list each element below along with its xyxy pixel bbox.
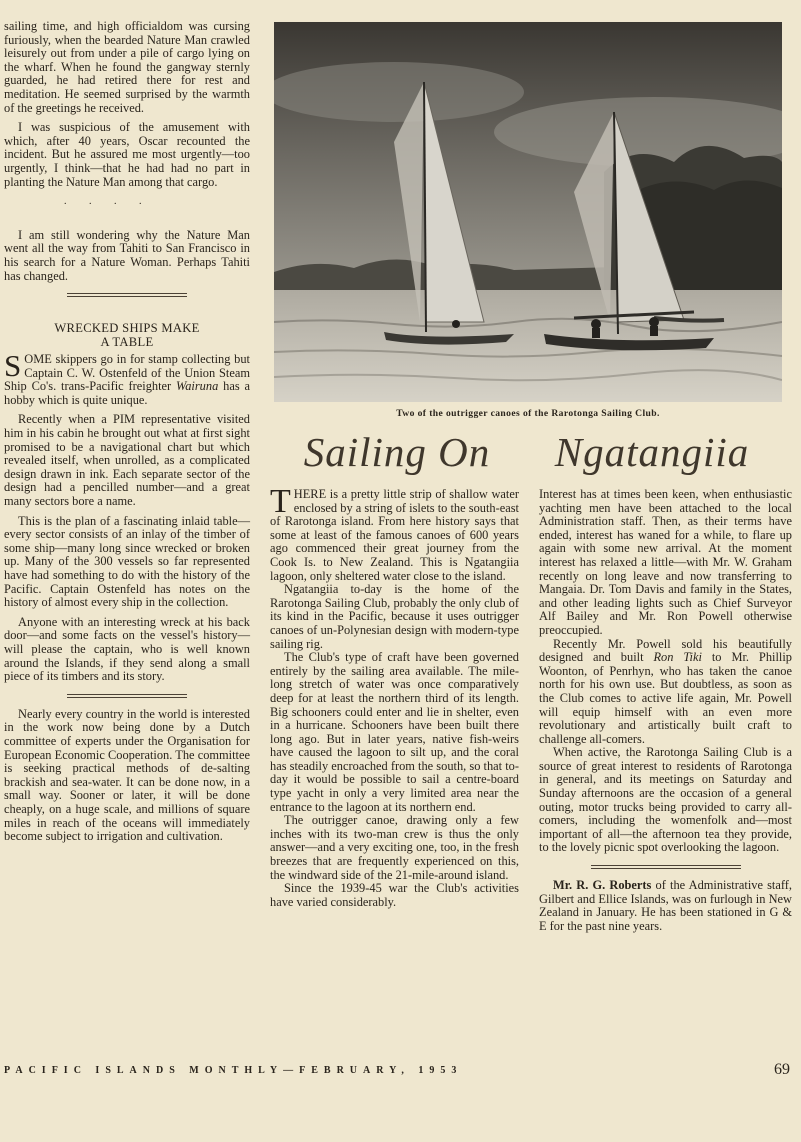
paragraph: The Club's type of craft have been governed entirely by the sailing area available. The mile-long stretch of water was once comparatively deep for at least the northern third of its length. Big schooners could enter and lie in shelter, even in a hurricane. Schooners have been built there long ago. But in later years, native fish-weirs have caused the lagoon to silt up, and the coral has steadily encroached from the south, so that to-day it would be possible to sail a centre-board type yacht in only a very limited area near the entrance to the lagoon at its northern end. [270, 650, 519, 814]
article-headline [262, 428, 792, 488]
text-run: to Mr. Phillip Woonton, of Penrhyn, who has taken the canoe north for his own use. But doubtless, as soon as the Club comes to active life again, Mr. Powell will equip himself with an even more revolutionary and artistically built craft to challenge all-comers. [539, 650, 792, 746]
article-column-right [539, 488, 792, 933]
person-name: Mr. R. G. Roberts [553, 878, 652, 893]
paragraph: I am still wondering why the Nature Man went all the way from Tahiti to San Francisco in his search for a Nature Woman. Perhaps Tahiti has changed. [4, 227, 250, 283]
canoe-photo-image [274, 22, 782, 402]
section-heading [4, 321, 250, 349]
paragraph: Interest has at times been keen, when enthusiastic yachting men have been attached to the local Administration staff. Then, as their terms have ended, interest has waned for a while, to flare up again with some new arrival. At the moment interest has relaxed a little—with Mr. W. Graham recently on long leave and now transferring to Mangaia. Dr. Tom Davis and family in the States, and other leading lights such as Chief Surveyor Alf Bailey and Mr. Ron Powell otherwise preoccupied. [539, 487, 792, 637]
paragraph: The outrigger canoe, drawing only a few inches with its two-man crew is thus the only answer—and a very exciting one, too, in the fresh breezes that are frequently experienced on this, the windward side of the 21-mile-around island. [270, 813, 519, 882]
canoe-photo [274, 22, 782, 402]
page-footer [4, 1061, 796, 1081]
paragraph: Since the 1939-45 war the Club's activities have varied considerably. [270, 881, 519, 909]
news-note [539, 879, 792, 933]
headline-part: Sailing On [303, 429, 491, 475]
page-number: 69 [774, 1061, 790, 1078]
running-title: PACIFIC ISLANDS MONTHLY—FEBRUARY, 1953 [4, 1065, 463, 1076]
ship-name: Wairuna [176, 379, 219, 394]
paragraph-dropcap [270, 483, 519, 583]
text-run: has a hobby which is quite unique. [4, 379, 250, 407]
paragraph: This is the plan of a fascinating inlaid table—every sector consists of an inlay of the timber of some ship—many long since wrecked or broken up. Many of the 300 vessels so far represented have had something to do with the history of the Pacific. Captain Ostenfeld has notes on the history of almost every ship in the collection. [4, 513, 250, 610]
article-column-left [270, 483, 519, 909]
paragraph: Anyone with an interesting wreck at his back door—and some facts on the vessel's history—will please the captain, who is well known around the Islands, if they send along a small piece of its timbers and its story. [4, 614, 250, 684]
text-run: of the Administrative staff, Gilbert and Ellice Islands, was on furlough in New Zealand in January. He has been stationed in G & E for the past nine years. [539, 878, 793, 933]
text-run: Recently Mr. Powell sold his beautifully designed and built [539, 636, 792, 665]
divider-rule [591, 865, 741, 869]
text-run: OME skippers go in for stamp collecting but Captain C. W. Ostenfeld of the Union Steam Ship Co's. trans-Pacific freighter [4, 352, 250, 394]
left-column [4, 20, 250, 850]
paragraph: Nearly every country in the world is interested in the work now being done by a Dutch committee of experts under the Organisation for European Economic Cooperation. The committee is seeking practical methods of de-salting brackish and sea-water. It can be done now, in a small way. Sooner or later, it will be done cheaply, on a huge scale, and millions of square miles in reach of the oceans will immediately become subject to irrigation and cultivation. [4, 706, 250, 844]
paragraph: sailing time, and high officialdom was cursing furiously, when the bearded Nature Man crawled leisurely out from under a pile of cargo lying on the wharf. When he found the gangway sternly guarded, he had retired there for rest and meditation. He seemed surprised by the warmth of the greetings he received. [4, 19, 250, 115]
paragraph: I was suspicious of the amusement with which, after 40 years, Oscar recounted the incident. But he assured me most urgently—too urgently, I think—that he had had no part in planting the Nature Man among that cargo. [4, 120, 250, 189]
section-heading-line: A TABLE [100, 335, 154, 350]
section-break-dots: . . . . [64, 196, 152, 208]
divider-rule [67, 694, 187, 698]
headline-part: Ngatangiia [554, 429, 750, 475]
paragraph: When active, the Rarotonga Sailing Club is a source of great interest to residents of Rarotonga in general, and its meetings on Saturday and Sunday afternoons are the occasion of a general outing, motor trucks being provided to carry all-comers, including the womenfolk and—most important of all—the afternoon tea they provide, to the lovely picnic spot overlooking the lagoon. [539, 745, 792, 855]
drop-cap: T [270, 483, 291, 520]
drop-cap: S [4, 348, 22, 384]
paragraph [539, 638, 792, 747]
divider-rule [67, 293, 187, 297]
paragraph-dropcap [4, 348, 250, 407]
section-heading-line: WRECKED SHIPS MAKE [54, 321, 200, 336]
text-run: HERE is a pretty little strip of shallow water enclosed by a string of islets to the south-east of Rarotonga island. From here history says that some at least of the famous canoes of 600 years ago commenced their great journey from the Cook Is. to New Zealand. This is Ngatangiia lagoon, only sheltered water close to the island. [270, 487, 519, 583]
boat-name: Ron Tiki [653, 650, 702, 665]
photo-caption: Two of the outrigger canoes of the Rarotonga Sailing Club. [396, 408, 660, 419]
paragraph: Recently when a PIM representative visited him in his cabin he brought out what at first sight promised to be a navigational chart but which revealed itself, when unrolled, as a complicated design drawn in ink. Each separate sector of the design had a pencilled number—and a great many sectors bore a name. [4, 412, 250, 509]
paragraph: Ngatangiia to-day is the home of the Rarotonga Sailing Club, probably the only club of its kind in the Pacific, because it uses outrigger canoes of un-Polynesian design with modern-type sailing rig. [270, 582, 519, 651]
